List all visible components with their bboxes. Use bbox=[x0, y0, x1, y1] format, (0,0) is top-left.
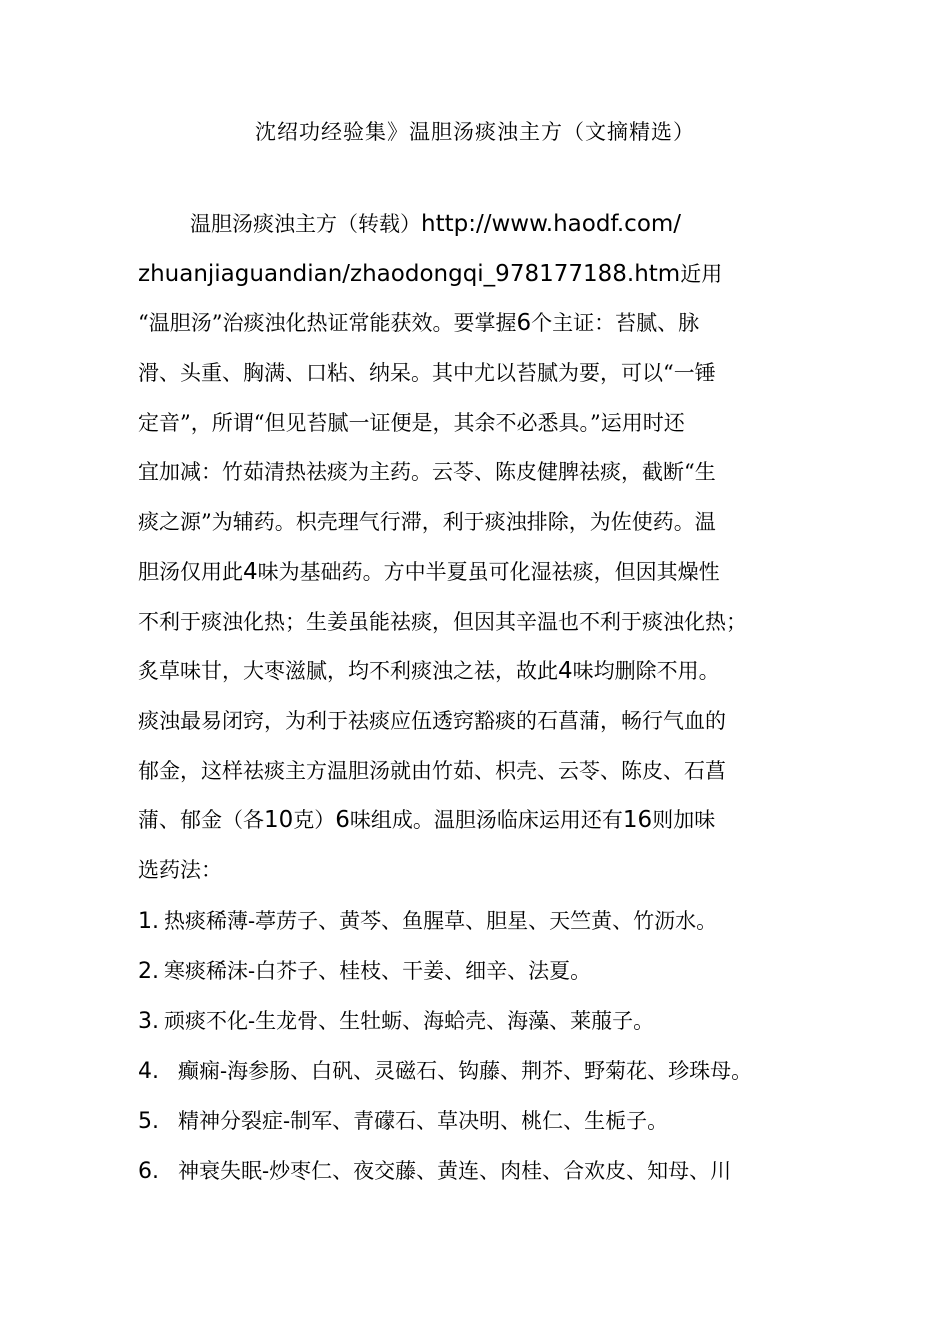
document-body bbox=[138, 200, 818, 896]
document-title: 沈绍功经验集》温胆汤痰浊主方（文摘精选） bbox=[255, 120, 695, 144]
list-number: 6. bbox=[138, 1159, 159, 1184]
body-number: 10 bbox=[264, 807, 294, 834]
body-number: 6 bbox=[516, 310, 532, 337]
source-url[interactable]: http://www.haodf.com/ bbox=[421, 211, 682, 237]
body-number: 4 bbox=[558, 658, 573, 685]
body-text: 胆汤仅用此 bbox=[138, 559, 243, 584]
list-item bbox=[138, 996, 838, 1046]
remedy-list bbox=[138, 896, 838, 1196]
body-line: 滑、头重、胸满、口粘、纳呆。其中尤以苔腻为要，可以“一锤 bbox=[138, 361, 716, 386]
list-item bbox=[138, 1146, 838, 1196]
list-text: 热痰稀薄-葶苈子、黄芩、鱼腥草、胆星、天竺黄、竹沥水。 bbox=[164, 909, 718, 933]
body-line: 痰浊最易闭窍，为利于祛痰应伍透窍豁痰的石菖蒲，畅行气血的 bbox=[138, 708, 726, 733]
body-line bbox=[138, 200, 818, 250]
body-text: 味组成。温胆汤临床运用还有 bbox=[349, 808, 623, 833]
body-line bbox=[138, 548, 818, 598]
body-text: 近用 bbox=[680, 261, 723, 286]
body-line: 宜加减：竹茹清热祛痰为主药。云苓、陈皮健脾祛痰，截断“生 bbox=[138, 460, 716, 485]
list-item bbox=[138, 1046, 838, 1096]
body-line: 选药法： bbox=[138, 857, 222, 882]
body-text: 蒲、郁金（各 bbox=[138, 808, 264, 833]
body-number: 6 bbox=[335, 807, 350, 834]
list-number: 5. bbox=[138, 1109, 159, 1134]
body-line bbox=[138, 299, 818, 349]
list-text: 癫痫-海参肠、白矾、灵磁石、钩藤、荆芥、野菊花、珍珠母。 bbox=[178, 1059, 753, 1083]
body-text: 炙草味甘，大枣滋腻，均不利痰浊之祛，故此 bbox=[138, 659, 558, 684]
body-line bbox=[138, 796, 818, 846]
body-text: 则加味 bbox=[652, 808, 716, 833]
list-number: 1. bbox=[138, 909, 159, 934]
list-text: 顽痰不化-生龙骨、生牡蛎、海蛤壳、海藻、莱菔子。 bbox=[164, 1009, 655, 1033]
list-text: 精神分裂症-制军、青礞石、草决明、桃仁、生栀子。 bbox=[178, 1109, 669, 1133]
list-item bbox=[138, 946, 838, 996]
list-item bbox=[138, 896, 838, 946]
list-number: 3. bbox=[138, 1009, 159, 1034]
body-text: 克） bbox=[293, 808, 336, 833]
body-text: 味均删除不用。 bbox=[572, 659, 720, 684]
body-number: 16 bbox=[622, 807, 653, 834]
body-line: 痰之源”为辅药。枳壳理气行滞，利于痰浊排除，为佐使药。温 bbox=[138, 510, 716, 535]
body-line bbox=[138, 250, 818, 300]
body-line: 郁金，这样祛痰主方温胆汤就由竹茹、枳壳、云苓、陈皮、石菖 bbox=[138, 758, 726, 783]
body-line: 不利于痰浊化热；生姜虽能祛痰，但因其辛温也不利于痰浊化热； bbox=[138, 609, 747, 634]
list-text: 寒痰稀沫-白芥子、桂枝、干姜、细辛、法夏。 bbox=[164, 959, 592, 983]
list-text: 神衰失眠-炒枣仁、夜交藤、黄连、肉桂、合欢皮、知母、川 bbox=[178, 1159, 732, 1183]
body-text: 味为基础药。方中半夏虽可化湿祛痰，但因其燥性 bbox=[257, 559, 720, 584]
source-url-continued[interactable]: zhuanjiaguandian/zhaodongqi_978177188.htm bbox=[138, 260, 681, 287]
body-line: 定音”，所谓“但见苔腻一证便是，其余不必悉具。”运用时还 bbox=[138, 410, 685, 435]
body-number: 4 bbox=[243, 558, 258, 585]
body-text: 温胆汤痰浊主方（转载） bbox=[190, 212, 421, 236]
list-number: 4. bbox=[138, 1059, 159, 1084]
body-line bbox=[138, 647, 818, 697]
body-text: “温胆汤”治痰浊化热证常能获效。要掌握 bbox=[138, 311, 517, 336]
list-item bbox=[138, 1096, 838, 1146]
list-number: 2. bbox=[138, 959, 159, 984]
body-text: 个主证：苔腻、脉 bbox=[531, 311, 700, 336]
